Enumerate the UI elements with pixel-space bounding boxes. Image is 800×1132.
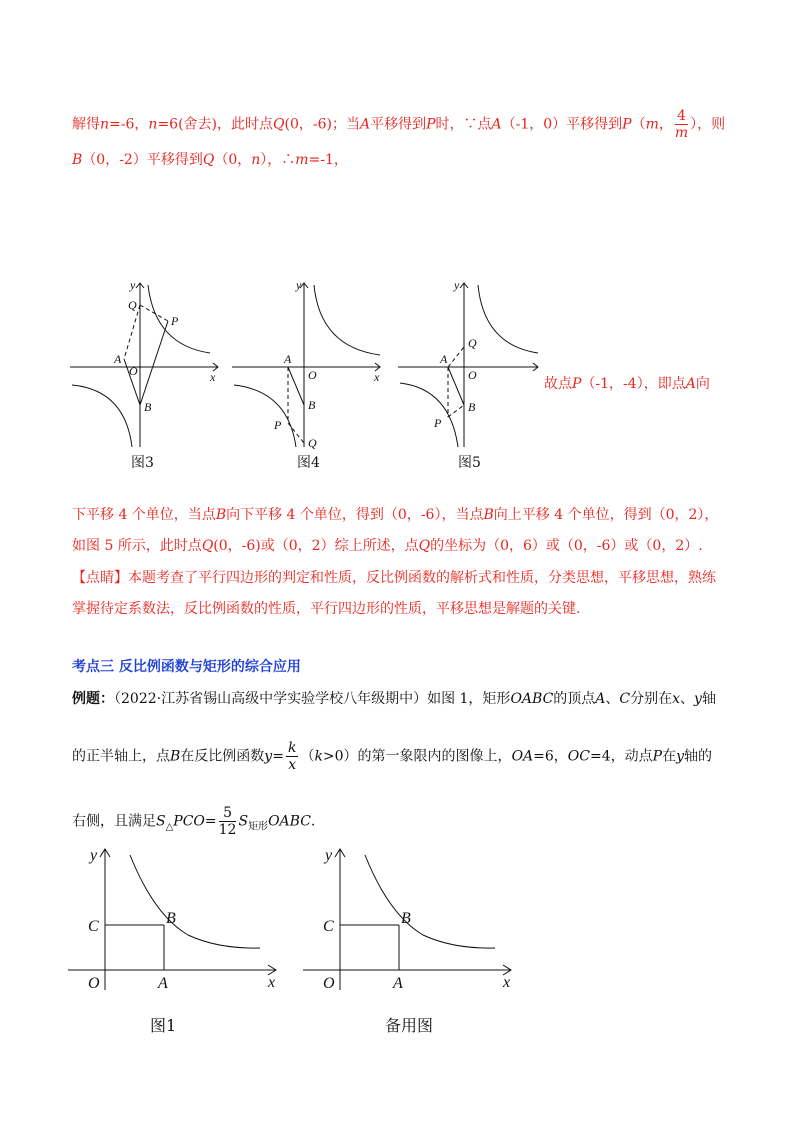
y-label: y	[130, 278, 136, 292]
segment-bp	[140, 321, 168, 405]
example-line-2: 的正半轴上，点B在反比例函数y= $\frac{k}{x}$ （k>0）的第一象限内的图像上，OA=6，OC=4，动点P在y轴的	[72, 740, 712, 773]
point-c-label: C	[88, 918, 99, 935]
y-label: y	[296, 278, 302, 292]
point-b-label: B	[308, 398, 316, 412]
figure-5	[398, 275, 558, 465]
example-line-3: 右侧，且满足$S_\triangle PCO=$ $\frac{5}{12}$ $S_{矩形}OABC$.	[72, 805, 316, 838]
hyperbola-branch-1	[148, 285, 210, 353]
solution-line-2: B（0，-2）平移得到Q（0，n），∴m=-1，	[72, 152, 348, 168]
point-q-label: Q	[468, 336, 477, 350]
y-label: y	[325, 847, 333, 864]
point-b-label: B	[166, 910, 176, 927]
y-label: y	[454, 278, 460, 292]
origin-label: O	[88, 975, 100, 992]
point-p-label: P	[171, 314, 179, 328]
figure-spare	[303, 845, 523, 995]
x-label: x	[503, 974, 511, 991]
point-b-label: B	[144, 400, 152, 414]
figure-1-caption: 图1	[150, 1016, 177, 1035]
segment-aq	[448, 347, 464, 367]
figure-1	[68, 845, 288, 995]
point-a-label: A	[440, 352, 448, 366]
key-point-line-2: 掌握待定系数法，反比例函数的性质，平行四边形的性质，平移思想是解题的关键.	[72, 601, 581, 617]
point-a-label: A	[158, 975, 168, 992]
x-label: x	[374, 370, 380, 384]
point-p-label: P	[434, 416, 442, 430]
x-label: x	[210, 370, 216, 384]
segment-pb	[448, 405, 464, 417]
origin-label: O	[468, 368, 477, 382]
example-line-1: 例题：（2022·江苏省锡山高级中学实验学校八年级期中）如图 1，矩形OABC的顶点A、C分别在x、y轴	[72, 691, 716, 707]
point-a-label: A	[393, 975, 403, 992]
origin-label: O	[323, 975, 335, 992]
figure-5-caption: 图5	[458, 455, 481, 471]
figure-4-caption: 图4	[297, 455, 320, 471]
solution-line-4: 如图 5 所示，此时点Q(0，-6)或（0，2）综上所述，点Q的坐标为（0，6）或（0，-6）或（0，2）.	[72, 538, 703, 554]
point-p-label: P	[274, 418, 282, 432]
segment-qa	[124, 305, 140, 359]
segment-pq	[288, 423, 304, 443]
hyperbola-branch-2	[400, 383, 458, 447]
hyperbola-curve	[130, 855, 260, 948]
figure-3	[70, 275, 230, 465]
figure-4	[232, 275, 392, 465]
point-q-label: Q	[308, 436, 317, 450]
fraction-k-over-x: $\frac{k}{x}$	[287, 740, 297, 773]
solution-line-1: 解得n=-6，n=6(舍去)，此时点Q(0，-6)；当A平移得到P时，∵点A（-1，0）平移得到P（m， $\frac{4}{m}$ ），则	[72, 108, 726, 141]
segment-ab	[288, 367, 304, 405]
x-label: x	[268, 974, 276, 991]
point-b-label: B	[401, 910, 411, 927]
figure-3-caption: 图3	[131, 455, 154, 471]
origin-label: O	[129, 364, 138, 378]
origin-label: O	[308, 368, 317, 382]
hyperbola-branch-2	[72, 385, 132, 447]
fraction-5-over-12: $\frac{5}{12}$	[218, 805, 237, 838]
fraction-4-over-m: $\frac{4}{m}$	[674, 108, 689, 141]
point-q-label: Q	[128, 298, 137, 312]
hyperbola-branch-2	[234, 385, 296, 447]
hyperbola-branch-1	[478, 285, 538, 353]
point-c-label: C	[323, 918, 334, 935]
point-a-label: A	[114, 352, 122, 366]
hyperbola-branch-1	[314, 285, 380, 355]
y-label: y	[90, 847, 98, 864]
section-heading: 考点三 反比例函数与矩形的综合应用	[72, 659, 301, 675]
figure-spare-caption: 备用图	[385, 1016, 434, 1035]
hyperbola-curve	[365, 855, 495, 948]
solution-line-3: 下平移 4 个单位，当点B向下平移 4 个单位，得到（0，-6），当点B向上平移 4 个单位，得到（0，2），	[72, 507, 719, 523]
key-point-line-1: 【点睛】本题考查了平行四边形的判定和性质，反比例函数的解析式和性质，分类思想，平移思想，熟练	[72, 570, 716, 586]
segment-qp	[140, 305, 168, 321]
solution-side-text: 故点P（-1，-4），即点A向	[544, 376, 710, 392]
segment-ab	[448, 367, 464, 405]
point-a-label: A	[284, 352, 292, 366]
point-b-label: B	[468, 400, 476, 414]
